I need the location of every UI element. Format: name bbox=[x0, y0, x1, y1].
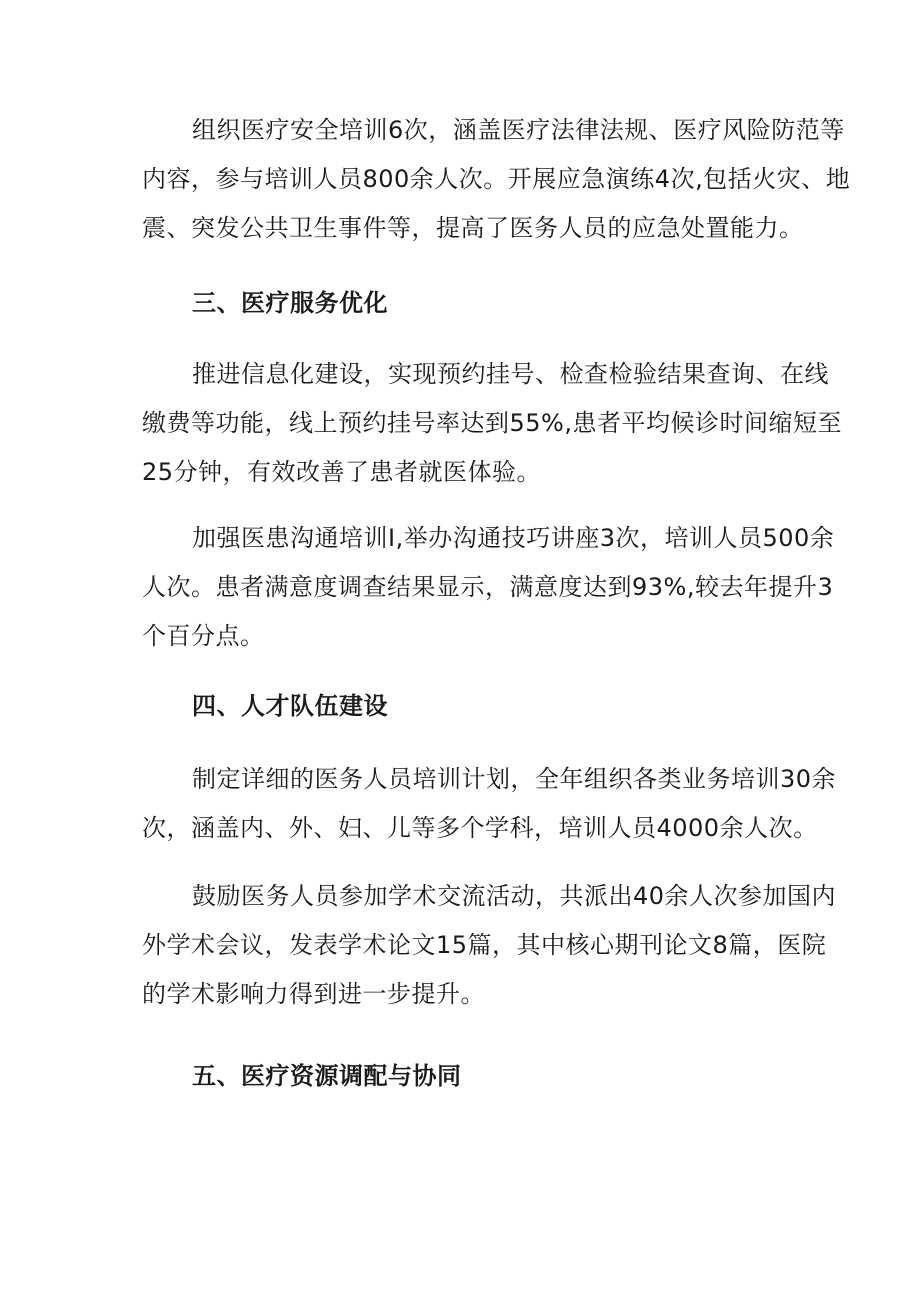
paragraph-line: 次，涵盖内、外、妇、儿等多个学科，培训人员4000余人次。 bbox=[142, 814, 818, 842]
paragraph-line: 的学术影响力得到进一步提升。 bbox=[142, 980, 485, 1008]
paragraph-training-plan bbox=[142, 755, 837, 853]
paragraph-informatization bbox=[142, 350, 842, 497]
paragraph-safety-training bbox=[142, 106, 851, 253]
paragraph-line: 缴费等功能，线上预约挂号率达到55%,患者平均候诊时间缩短至 bbox=[142, 409, 842, 437]
section-heading-5: 五、医疗资源调配与协同 bbox=[192, 1062, 462, 1090]
paragraph-academic-exchange bbox=[142, 872, 837, 1019]
section-heading-3: 三、医疗服务优化 bbox=[192, 289, 388, 317]
paragraph-line: 组织医疗安全培训6次，涵盖医疗法律法规、医疗风险防范等 bbox=[192, 116, 845, 144]
paragraph-line: 外学术会议，发表学术论文15篇，其中核心期刊论文8篇，医院 bbox=[142, 931, 827, 959]
paragraph-line: 内容，参与培训人员800余人次。开展应急演练4次,包括火灾、地 bbox=[142, 165, 851, 193]
paragraph-line: 推进信息化建设，实现预约挂号、检查检验结果查询、在线 bbox=[192, 360, 829, 388]
paragraph-line: 25分钟，有效改善了患者就医体验。 bbox=[142, 458, 542, 486]
paragraph-communication bbox=[142, 514, 835, 661]
paragraph-line: 人次。患者满意度调查结果显示，满意度达到93%,较去年提升3 bbox=[142, 573, 834, 601]
paragraph-line: 震、突发公共卫生事件等，提高了医务人员的应急处置能力。 bbox=[142, 214, 804, 242]
paragraph-line: 鼓励医务人员参加学术交流活动，共派出40余人次参加国内 bbox=[192, 882, 837, 910]
paragraph-line: 个百分点。 bbox=[142, 622, 265, 650]
paragraph-line: 制定详细的医务人员培训计划，全年组织各类业务培训30余 bbox=[192, 765, 837, 793]
section-heading-4: 四、人才队伍建设 bbox=[192, 692, 388, 720]
paragraph-line: 加强医患沟通培训I,举办沟通技巧讲座3次，培训人员500余 bbox=[192, 524, 835, 552]
